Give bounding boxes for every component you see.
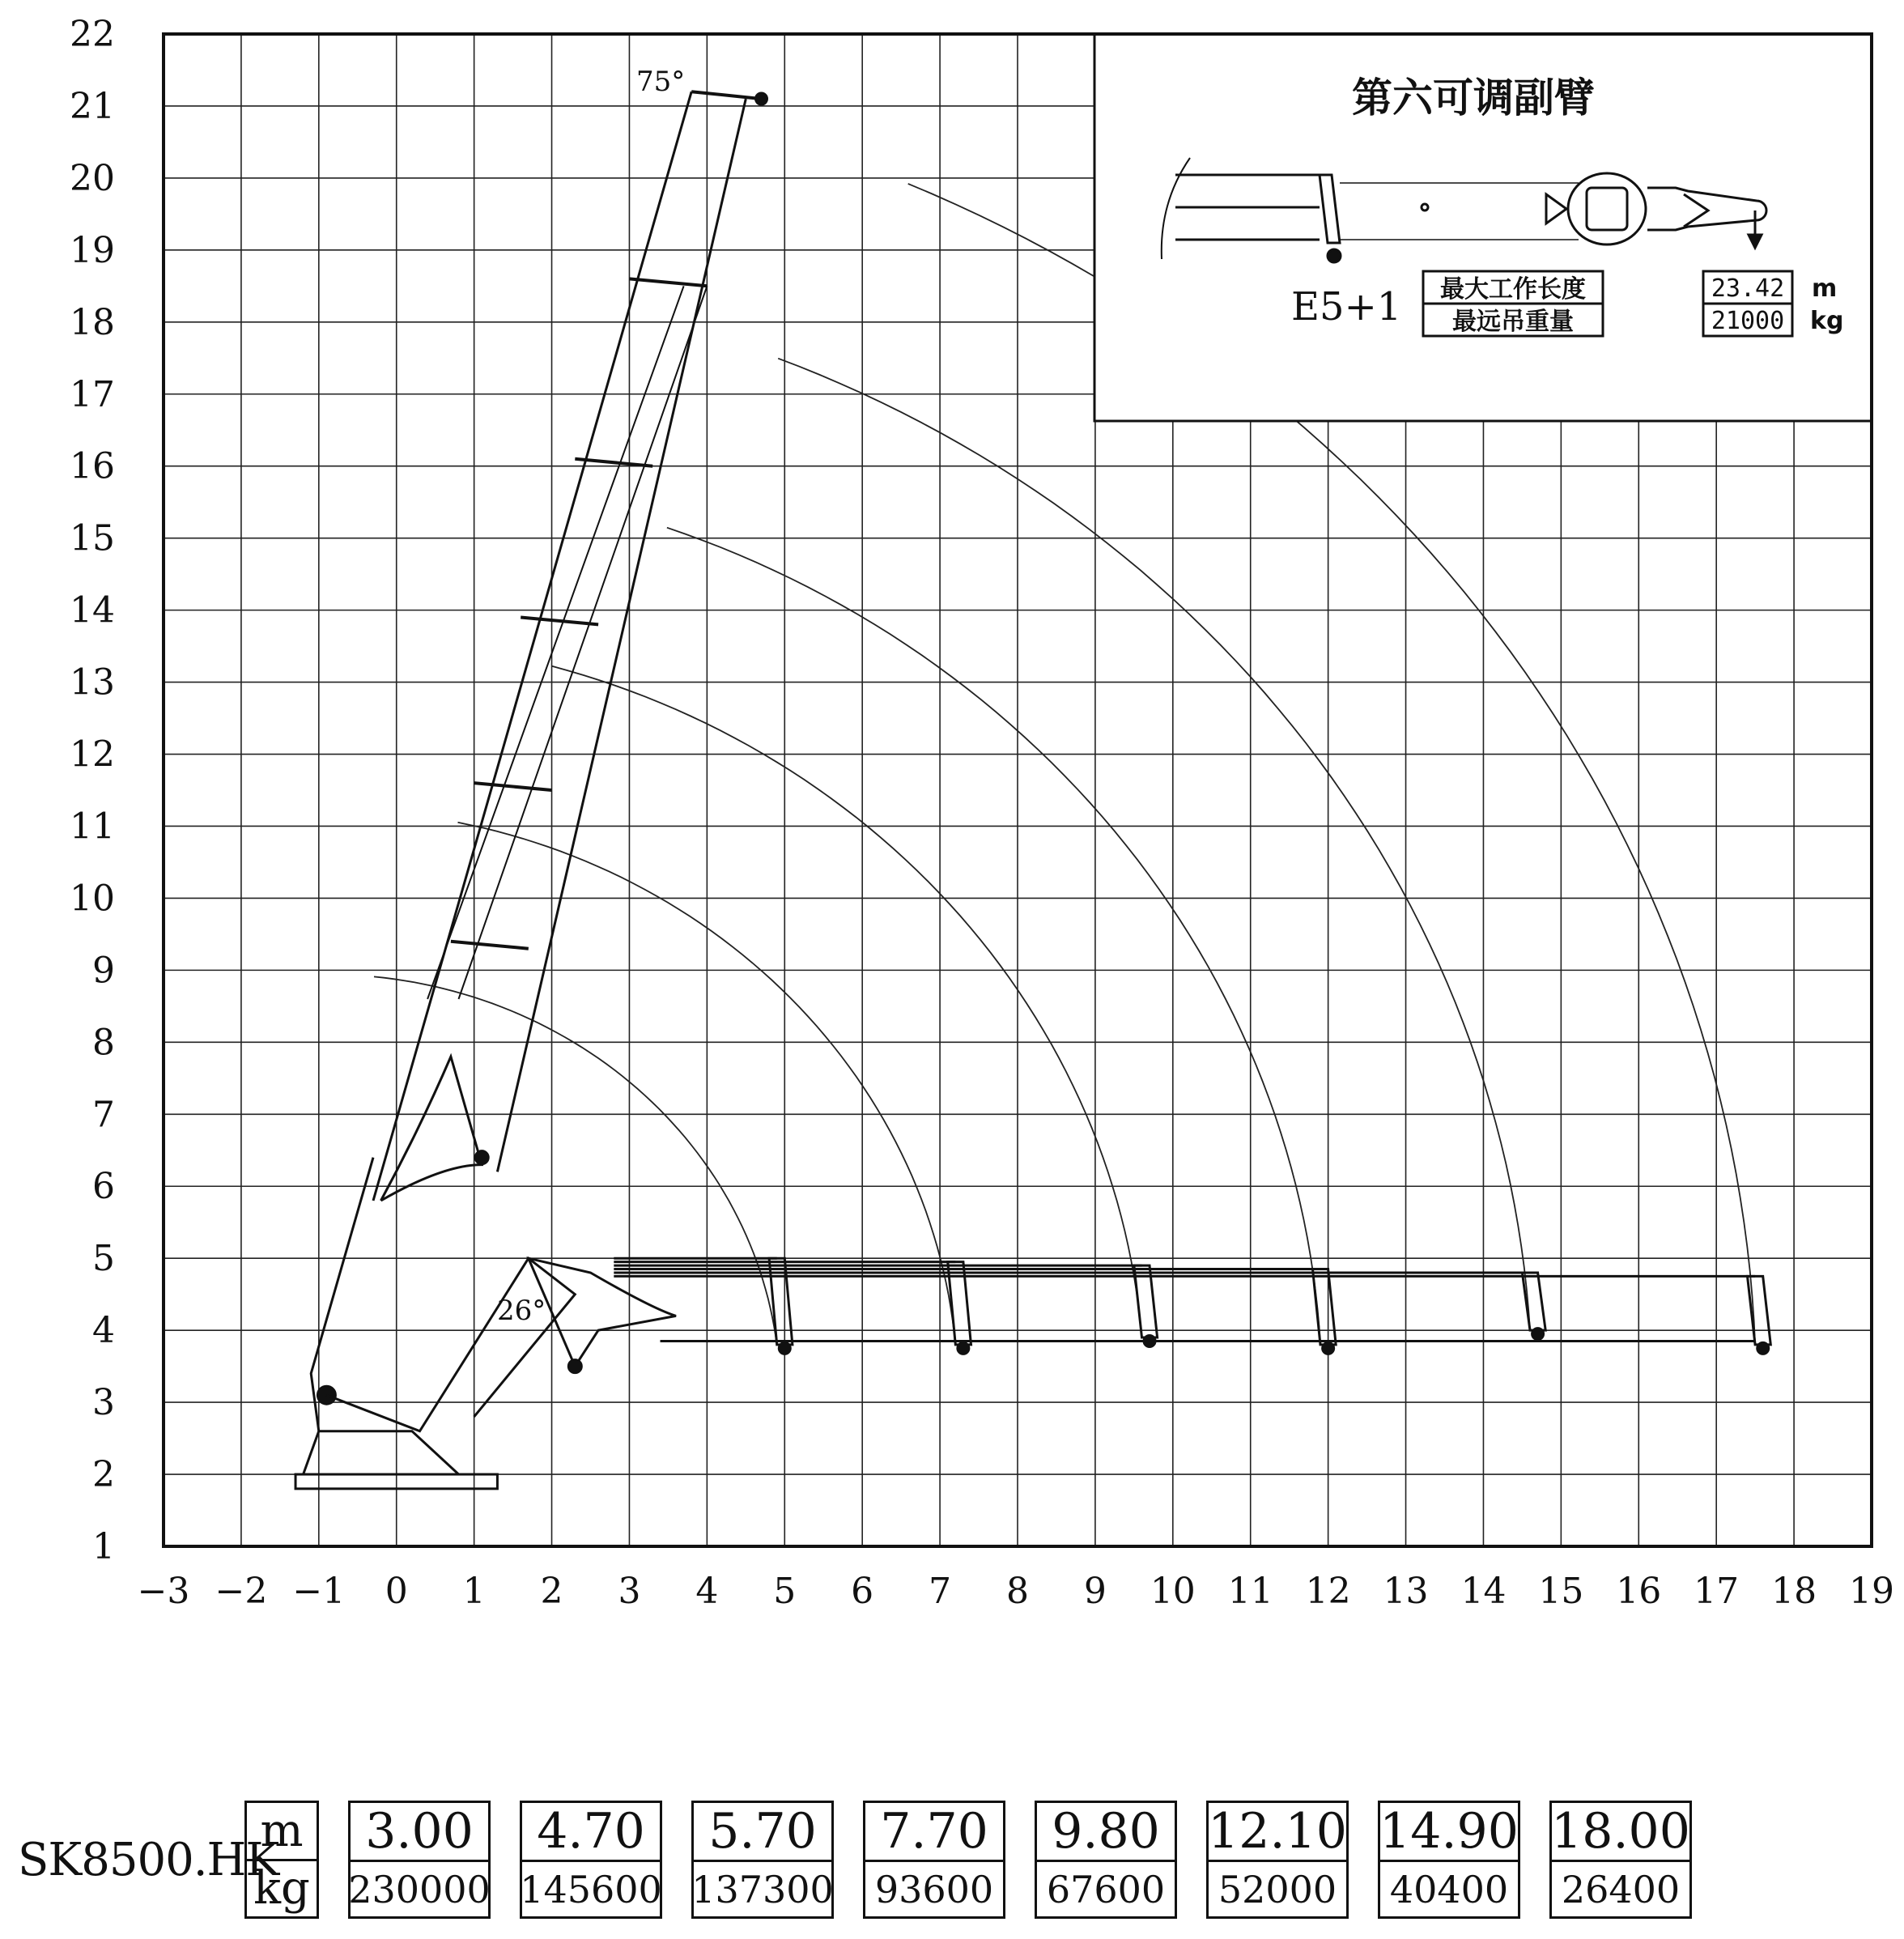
load-radius: 18.00 bbox=[1552, 1803, 1689, 1862]
load-weight: 40400 bbox=[1389, 1867, 1509, 1911]
y-tick-label: 22 bbox=[70, 14, 115, 55]
value-max-weight: 21000 bbox=[1711, 307, 1785, 335]
y-axis-ticks bbox=[70, 14, 115, 1567]
y-tick-label: 15 bbox=[70, 517, 115, 559]
y-tick-label: 16 bbox=[70, 445, 115, 487]
inset-title: 第六可调副臂 bbox=[1352, 74, 1595, 121]
y-tick-label: 1 bbox=[92, 1526, 115, 1567]
reach-arc bbox=[667, 528, 1320, 1345]
label-max-length: 最大工作长度 bbox=[1440, 275, 1586, 304]
load-radius: 3.00 bbox=[351, 1803, 488, 1862]
reach-arc bbox=[552, 666, 1142, 1337]
x-tick-label: −3 bbox=[137, 1571, 190, 1612]
x-axis-ticks bbox=[138, 1571, 1894, 1612]
x-tick-label: 17 bbox=[1694, 1571, 1740, 1612]
reach-arc bbox=[374, 976, 777, 1345]
raised-boom-inner-1 bbox=[427, 286, 684, 999]
load-cell bbox=[1549, 1801, 1692, 1919]
unit-top: m bbox=[247, 1803, 317, 1861]
load-cell bbox=[863, 1801, 1005, 1919]
x-tick-label: 10 bbox=[1150, 1571, 1196, 1612]
x-tick-label: 16 bbox=[1616, 1571, 1662, 1612]
extension-end-head bbox=[1313, 1269, 1337, 1345]
extension-tip-pin bbox=[778, 1342, 791, 1354]
extension-end-head bbox=[769, 1258, 793, 1345]
raised-boom-section-collar bbox=[521, 618, 598, 625]
x-tick-label: 3 bbox=[618, 1571, 641, 1612]
y-tick-label: 5 bbox=[92, 1238, 115, 1280]
x-tick-label: 9 bbox=[1083, 1571, 1107, 1612]
lower-boom-arm bbox=[326, 1258, 575, 1431]
load-weight: 26400 bbox=[1561, 1867, 1681, 1911]
unit-bottom: kg bbox=[253, 1862, 310, 1916]
load-weight: 137300 bbox=[691, 1867, 834, 1911]
raised-boom-section-collar bbox=[451, 942, 529, 949]
x-tick-label: 12 bbox=[1305, 1571, 1351, 1612]
y-tick-label: 8 bbox=[92, 1022, 115, 1064]
model-name: SK8500.HK bbox=[18, 1833, 279, 1886]
load-table bbox=[18, 1799, 1721, 1920]
load-radius: 12.10 bbox=[1209, 1803, 1346, 1862]
x-tick-label: 1 bbox=[462, 1571, 486, 1612]
x-tick-label: 11 bbox=[1227, 1571, 1273, 1612]
extension-tip-pin bbox=[1322, 1342, 1335, 1354]
y-tick-label: 6 bbox=[92, 1166, 115, 1208]
x-tick-label: 2 bbox=[540, 1571, 563, 1612]
extension-end-head bbox=[948, 1262, 971, 1345]
y-tick-label: 9 bbox=[92, 950, 115, 992]
x-tick-label: 4 bbox=[695, 1571, 719, 1612]
load-cell bbox=[691, 1801, 834, 1919]
y-tick-label: 4 bbox=[92, 1310, 115, 1352]
y-tick-label: 21 bbox=[70, 85, 115, 127]
load-cell bbox=[1206, 1801, 1349, 1919]
y-tick-label: 10 bbox=[70, 878, 115, 920]
extension-tip-pin bbox=[1757, 1342, 1770, 1354]
y-tick-label: 17 bbox=[70, 373, 115, 415]
x-tick-label: 8 bbox=[1006, 1571, 1029, 1612]
y-tick-label: 13 bbox=[70, 661, 115, 704]
load-weight: 230000 bbox=[348, 1867, 491, 1911]
x-tick-label: 13 bbox=[1383, 1571, 1429, 1612]
label-max-weight: 最远吊重量 bbox=[1452, 308, 1574, 336]
y-tick-label: 7 bbox=[92, 1094, 115, 1136]
y-tick-label: 20 bbox=[70, 157, 115, 199]
x-tick-label: 0 bbox=[385, 1571, 408, 1612]
y-tick-label: 19 bbox=[70, 229, 115, 271]
y-tick-label: 2 bbox=[92, 1454, 115, 1496]
unit-weight: kg bbox=[1810, 307, 1844, 335]
extension-tip-pin bbox=[1532, 1328, 1545, 1341]
x-tick-label: 14 bbox=[1460, 1571, 1507, 1612]
load-weight: 67600 bbox=[1046, 1867, 1166, 1911]
knuckle-pin bbox=[474, 1150, 489, 1165]
jib-label: E5+1 bbox=[1291, 284, 1402, 330]
y-tick-label: 18 bbox=[70, 301, 115, 343]
raised-boom-section-collar bbox=[474, 783, 552, 790]
unit-length: m bbox=[1812, 274, 1838, 303]
load-weight: 93600 bbox=[874, 1867, 994, 1911]
raised-boom-section-collar bbox=[630, 279, 708, 286]
x-tick-label: −1 bbox=[292, 1571, 346, 1612]
load-radius: 9.80 bbox=[1037, 1803, 1175, 1862]
load-cell bbox=[1035, 1801, 1177, 1919]
raised-boom-tip-pin bbox=[755, 92, 768, 105]
raised-boom-edge-left bbox=[373, 91, 691, 1201]
raised-boom-head bbox=[691, 91, 761, 99]
y-tick-label: 14 bbox=[70, 589, 115, 631]
y-tick-label: 11 bbox=[70, 806, 115, 848]
x-tick-label: 7 bbox=[929, 1571, 952, 1612]
load-cell bbox=[520, 1801, 662, 1919]
load-weight: 52000 bbox=[1218, 1867, 1337, 1911]
load-weight: 145600 bbox=[520, 1867, 662, 1911]
y-tick-label: 12 bbox=[70, 734, 115, 776]
x-tick-label: 6 bbox=[851, 1571, 874, 1612]
load-radius: 5.70 bbox=[694, 1803, 831, 1862]
y-tick-label: 3 bbox=[92, 1382, 115, 1424]
crane-column bbox=[304, 1431, 459, 1474]
value-max-length: 23.42 bbox=[1711, 274, 1785, 303]
x-tick-label: 19 bbox=[1849, 1571, 1894, 1612]
x-tick-label: 18 bbox=[1771, 1571, 1817, 1612]
raised-boom-inner-2 bbox=[459, 286, 708, 999]
load-cell bbox=[348, 1801, 491, 1919]
raised-boom-section-collar bbox=[575, 459, 652, 466]
load-radius: 14.90 bbox=[1380, 1803, 1518, 1862]
extension-tip-pin bbox=[957, 1342, 970, 1354]
load-radius: 4.70 bbox=[522, 1803, 660, 1862]
angle-max-label: 75° bbox=[636, 66, 686, 98]
unit-cell bbox=[244, 1801, 319, 1919]
x-tick-label: 5 bbox=[773, 1571, 797, 1612]
load-radius: 7.70 bbox=[865, 1803, 1003, 1862]
x-tick-label: 15 bbox=[1538, 1571, 1584, 1612]
x-tick-label: −2 bbox=[215, 1571, 268, 1612]
angle-min-label: 26° bbox=[497, 1295, 546, 1327]
load-cell bbox=[1378, 1801, 1520, 1919]
reach-arc bbox=[778, 359, 1530, 1330]
lower-knuckle-pin bbox=[567, 1359, 582, 1374]
